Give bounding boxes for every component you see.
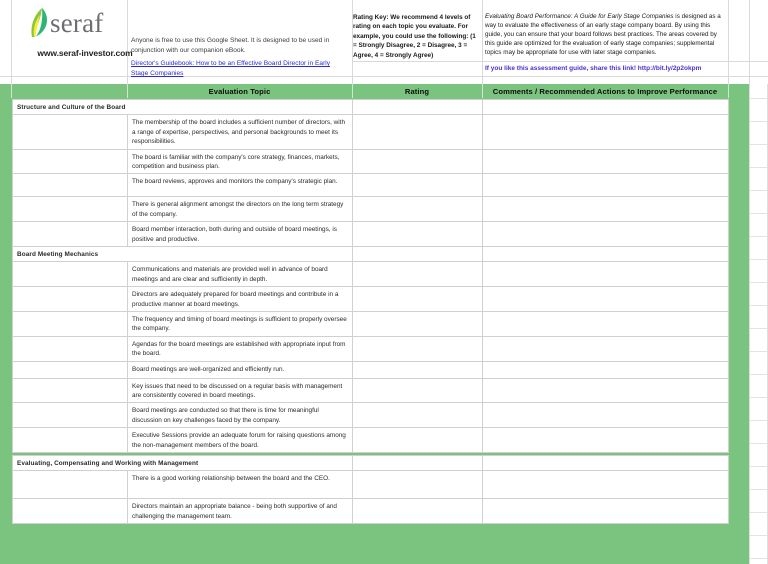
comments-cell[interactable]	[483, 287, 729, 312]
table-row	[13, 262, 729, 287]
table-row	[13, 471, 729, 499]
column-header-comments: Comments / Recommended Actions to Improve Performance	[492, 86, 718, 96]
rating-cell[interactable]	[353, 115, 483, 149]
evaluation-topic-cell[interactable]: There is general alignment amongst the directors on the long term strategy of the company.	[128, 197, 353, 222]
comments-cell[interactable]	[483, 115, 729, 149]
evaluation-topic-cell[interactable]: Directors maintain an appropriate balance - being both supportive of and challenging the management team.	[128, 499, 353, 524]
right-grid-line	[749, 535, 768, 536]
column-header-topic: Evaluation Topic	[208, 86, 271, 96]
rating-cell[interactable]	[353, 174, 483, 197]
rating-cell[interactable]	[353, 378, 483, 403]
brand-logo	[20, 4, 133, 58]
right-grid-line	[749, 98, 768, 99]
evaluation-topic-cell[interactable]: Key issues that need to be discussed on a regular basis with management are consistently covered in board meetings.	[128, 378, 353, 403]
right-grid-line	[749, 443, 768, 444]
right-grid-line	[749, 144, 768, 145]
share-link-text[interactable]: If you like this assessment guide, share this link! http://bit.ly/2p2okpm	[485, 65, 702, 72]
table-row	[13, 336, 729, 361]
section-table	[12, 455, 729, 524]
right-empty-cells[interactable]	[749, 84, 768, 564]
section-table	[12, 246, 729, 453]
rating-key-text: Rating Key: We recommend 4 levels of rating on each topic you evaluate. For example, you could use the following: (1 = Strongly Disagree, 2 = Disagree, 3 = Agree, 4 = Strongly Agree)	[353, 14, 476, 59]
evaluation-topic-cell[interactable]: There is a good working relationship between the board and the CEO.	[128, 471, 353, 499]
right-grid-line	[749, 420, 768, 421]
row-label-cell[interactable]	[13, 197, 128, 222]
comments-cell[interactable]	[483, 336, 729, 361]
table-row	[13, 403, 729, 428]
evaluation-topic-cell[interactable]: The membership of the board includes a sufficient number of directors, with a range of expertise, perspectives, and personal backgrounds to meet its responsibilities.	[128, 115, 353, 149]
comments-cell[interactable]	[483, 312, 729, 337]
intro-text-block	[131, 36, 345, 79]
comments-cell[interactable]	[483, 499, 729, 524]
table-row	[13, 115, 729, 149]
table-row	[13, 428, 729, 453]
table-row	[13, 197, 729, 222]
right-grid-line	[749, 282, 768, 283]
rating-cell[interactable]	[353, 312, 483, 337]
evaluation-topic-cell[interactable]: Board meetings are well-organized and efficiently run.	[128, 361, 353, 378]
section-title: Board Meeting Mechanics	[13, 247, 353, 262]
right-grid-line	[749, 374, 768, 375]
section-table	[12, 99, 729, 247]
table-row	[13, 222, 729, 247]
right-grid-line	[749, 236, 768, 237]
section-title: Structure and Culture of the Board	[13, 100, 353, 115]
table-row	[13, 174, 729, 197]
section-title: Evaluating, Compensating and Working with Management	[13, 456, 353, 471]
right-grid-line	[749, 512, 768, 513]
table-row	[13, 312, 729, 337]
section-title-row	[13, 456, 729, 471]
right-grid-line	[749, 351, 768, 352]
row-label-cell[interactable]	[13, 499, 128, 524]
rating-cell[interactable]	[353, 197, 483, 222]
row-label-cell[interactable]	[13, 174, 128, 197]
description-block	[485, 13, 727, 58]
right-grid-line	[749, 213, 768, 214]
right-grid-line	[749, 558, 768, 559]
rating-cell[interactable]	[353, 222, 483, 247]
rating-cell[interactable]	[353, 403, 483, 428]
evaluation-topic-cell[interactable]: Board member interaction, both during and outside of board meetings, is positive and productive.	[128, 222, 353, 247]
rating-cell[interactable]	[353, 471, 483, 499]
table-row	[13, 361, 729, 378]
column-header-rating: Rating	[404, 86, 430, 96]
intro-text: Anyone is free to use this Google Sheet. It is designed to be used in conjunction with our companion eBook.	[131, 37, 330, 54]
table-row	[13, 149, 729, 174]
right-grid-line	[749, 190, 768, 191]
section-title-rating-cell[interactable]	[353, 100, 483, 115]
right-grid-line	[749, 305, 768, 306]
guide-body: is designed as a way to evaluate the effectiveness of an early stage company board. By using this guide, you can ensure that your board follows best practices. The areas covered by this guide are optimized for the evaluation of early stage companies; supplemental topics may be appropriate for use with later stage companies.	[485, 13, 721, 56]
right-grid-line	[749, 489, 768, 490]
right-grid-line	[749, 121, 768, 122]
brand-name: seraf	[50, 8, 104, 38]
evaluation-topic-cell[interactable]: Executive Sessions provide an adequate forum for raising questions among the non-management members of the board.	[128, 428, 353, 453]
rating-cell[interactable]	[353, 361, 483, 378]
right-grid-line	[749, 328, 768, 329]
rating-cell[interactable]	[353, 499, 483, 524]
evaluation-topic-cell[interactable]: Communications and materials are provided well in advance of board meetings and are clear and sufficiently in depth.	[128, 262, 353, 287]
brand-url: www.seraf-investor.com	[37, 48, 133, 58]
row-label-cell[interactable]	[13, 471, 128, 499]
section-title-row	[13, 100, 729, 115]
header-band	[0, 0, 768, 84]
rating-cell[interactable]	[353, 287, 483, 312]
row-label-cell[interactable]	[13, 149, 128, 174]
guide-title: Evaluating Board Performance: A Guide for Early Stage Companies	[485, 13, 674, 20]
comments-cell[interactable]	[483, 197, 729, 222]
comments-cell[interactable]	[483, 471, 729, 499]
guidebook-link[interactable]: Director's Guidebook: How to be an Effective Board Director in Early Stage Companies	[131, 60, 331, 77]
rating-cell[interactable]	[353, 262, 483, 287]
rating-cell[interactable]	[353, 149, 483, 174]
evaluation-topic-cell[interactable]: The board reviews, approves and monitors the company's strategic plan.	[128, 174, 353, 197]
row-label-cell[interactable]	[13, 361, 128, 378]
section-title-rating-cell[interactable]	[353, 247, 483, 262]
row-label-cell[interactable]	[13, 336, 128, 361]
section-title-comments-cell[interactable]	[483, 100, 729, 115]
evaluation-topic-cell[interactable]: Agendas for the board meetings are established with appropriate input from the board.	[128, 336, 353, 361]
right-grid-line	[749, 259, 768, 260]
comments-cell[interactable]	[483, 361, 729, 378]
row-label-cell[interactable]	[13, 115, 128, 149]
section-title-comments-cell[interactable]	[483, 247, 729, 262]
evaluation-topic-cell[interactable]: Directors are adequately prepared for board meetings and contribute in a productive manner at board meetings.	[128, 287, 353, 312]
table-row	[13, 378, 729, 403]
right-grid-line	[749, 466, 768, 467]
row-label-cell[interactable]	[13, 262, 128, 287]
row-label-cell[interactable]	[13, 312, 128, 337]
comments-cell[interactable]	[483, 149, 729, 174]
right-grid-line	[749, 167, 768, 168]
comments-cell[interactable]	[483, 428, 729, 453]
comments-cell[interactable]	[483, 378, 729, 403]
section-title-comments-cell[interactable]	[483, 456, 729, 471]
rating-cell[interactable]	[353, 336, 483, 361]
section-title-row	[13, 247, 729, 262]
table-row	[13, 499, 729, 524]
comments-cell[interactable]	[483, 262, 729, 287]
row-label-cell[interactable]	[13, 403, 128, 428]
row-label-cell[interactable]	[13, 287, 128, 312]
evaluation-topic-cell[interactable]: The frequency and timing of board meetings is sufficient to properly oversee the company.	[128, 312, 353, 337]
section-title-rating-cell[interactable]	[353, 456, 483, 471]
evaluation-topic-cell[interactable]: Board meetings are conducted so that there is time for meaningful discussion on key challenges faced by the company.	[128, 403, 353, 428]
row-label-cell[interactable]	[13, 222, 128, 247]
comments-cell[interactable]	[483, 222, 729, 247]
row-label-cell[interactable]	[13, 378, 128, 403]
comments-cell[interactable]	[483, 174, 729, 197]
table-row	[13, 287, 729, 312]
rating-cell[interactable]	[353, 428, 483, 453]
right-grid-line	[749, 397, 768, 398]
comments-cell[interactable]	[483, 403, 729, 428]
evaluation-topic-cell[interactable]: The board is familiar with the company's core strategy, finances, markets, competition and business plan.	[128, 149, 353, 174]
row-label-cell[interactable]	[13, 428, 128, 453]
